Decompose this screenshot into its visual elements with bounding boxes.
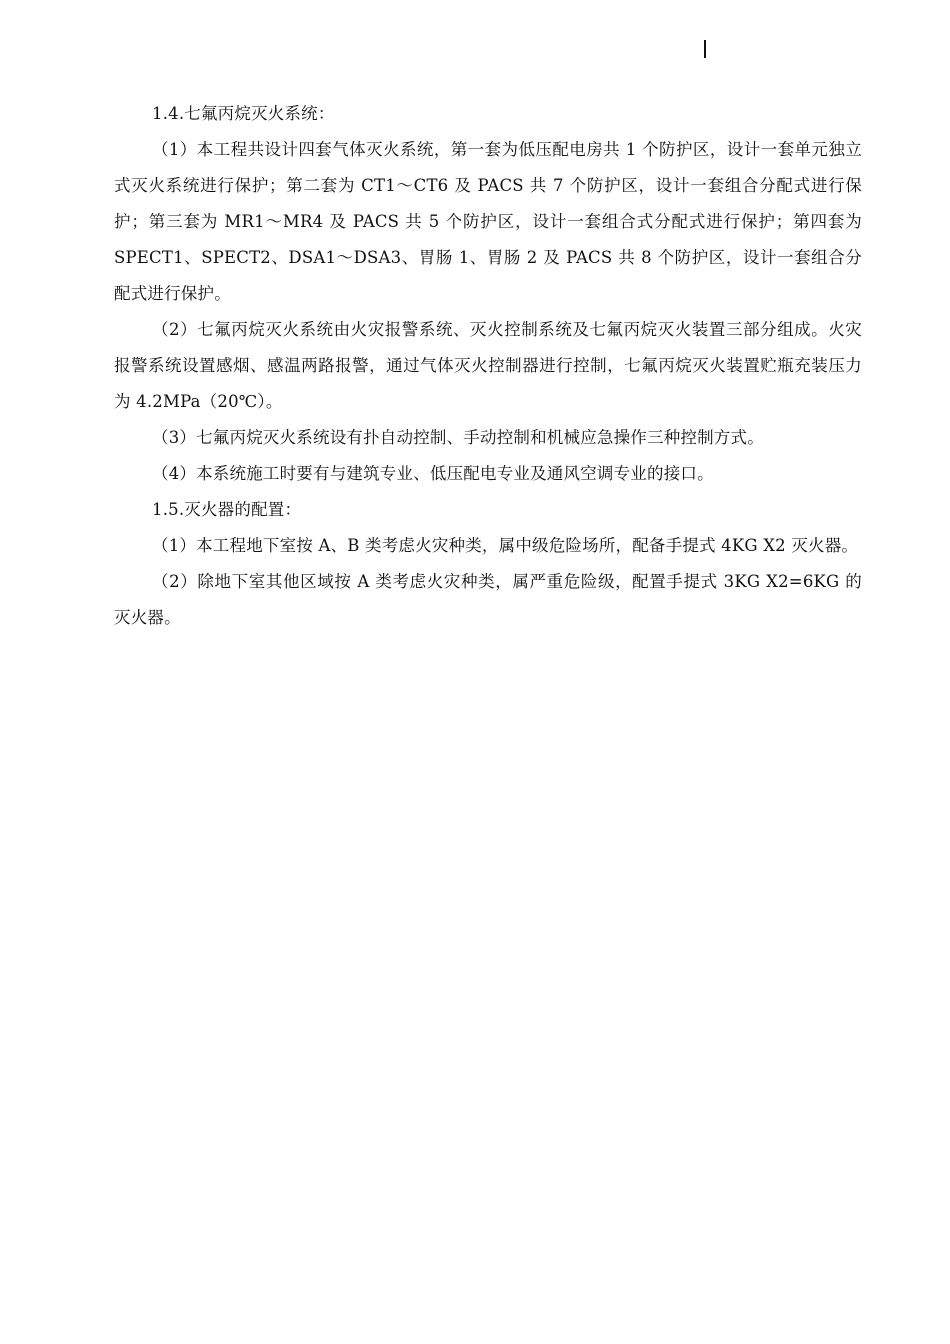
section-heading-1-5: 1.5.灭火器的配置：	[152, 500, 302, 519]
paragraph-1-5-item-2: （2）除地下室其他区域按 A 类考虑火灾种类，属严重危险级，配置手提式 3KG X2=6KG 的灭火器。	[114, 572, 862, 627]
paragraph-1-4-item-1: （1）本工程共设计四套气体灭火系统，第一套为低压配电房共 1 个防护区，设计一套单元独立式灭火系统进行保护；第二套为 CT1～CT6 及 PACS 共 7 个防护区，设计一套组合分配式进行保护；第三套为 MR1～MR4 及 PACS 共 5 个防护区，设计一套组合式分配式进行保护；第四套为 SPECT1、SPECT2、DSA1～DSA3、胃肠 1、胃肠 2 及 PACS 共 8 个防护区，设计一套组合分配式进行保护。	[114, 140, 862, 303]
paragraph-1-5-item-1: （1）本工程地下室按 A、B 类考虑火灾种类，属中级危险场所，配备手提式 4KG X2 灭火器。	[152, 536, 859, 555]
paragraph-1-4-item-4: （4）本系统施工时要有与建筑专业、低压配电专业及通风空调专业的接口。	[152, 464, 714, 483]
paragraph-1-4-item-2: （2）七氟丙烷灭火系统由火灾报警系统、灭火控制系统及七氟丙烷灭火装置三部分组成。火灾报警系统设置感烟、感温两路报警，通过气体灭火控制器进行控制，七氟丙烷灭火装置贮瓶充装压力为 4.2MPa（20℃）。	[114, 320, 862, 411]
section-heading-1-4: 1.4.七氟丙烷灭火系统：	[152, 104, 335, 123]
paragraph-1-4-item-3: （3）七氟丙烷灭火系统设有扑自动控制、手动控制和机械应急操作三种控制方式。	[152, 428, 764, 447]
document-body	[114, 96, 862, 636]
header-cursor-mark	[704, 40, 706, 58]
